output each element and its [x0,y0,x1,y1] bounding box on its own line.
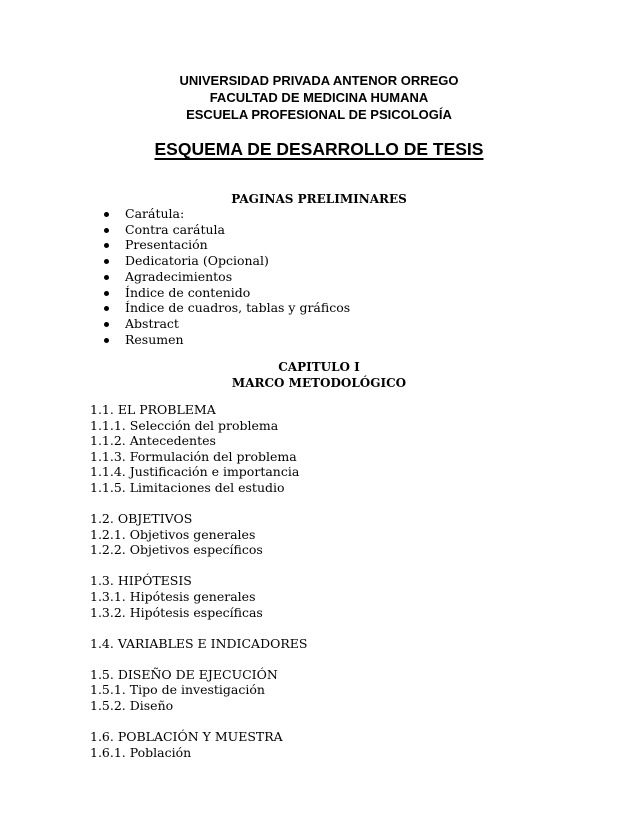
bullet-icon [104,275,109,280]
bullet-icon [104,306,109,311]
outline-subsection: 1.5.1. Tipo de investigación [90,682,265,698]
list-item-text: Índice de contenido [125,284,251,300]
list-item [0,332,350,348]
list-item [0,253,350,269]
outline-subsection: 1.1.3. Formulación del problema [90,448,297,464]
document-title [0,138,638,160]
list-item [0,300,350,316]
list-item-text: Abstract [125,315,179,331]
outline-section-title: 1.2. OBJETIVOS [90,511,193,527]
outline-subsection: 1.1.1. Selección del problema [90,417,279,433]
list-item-text: Carátula: [125,206,185,221]
list-item [0,316,350,332]
list-item-text: Índice de cuadros, tablas y gráficos [125,300,351,316]
list-item [0,269,350,285]
bullet-icon [104,291,109,296]
outline-section [90,573,307,620]
outline-subsection: 1.3.1. Hipótesis generales [90,588,256,604]
outline-subsection: 1.2.2. Objetivos específicos [90,542,263,558]
bullet-icon [104,338,109,343]
list-item [0,285,350,301]
preliminary-pages-list [0,206,350,347]
bullet-icon [104,228,109,233]
chapter-heading [0,359,638,391]
preliminary-pages-heading [0,191,638,207]
list-item-text: Agradecimientos [125,268,233,284]
outline-subsection: 1.6.1. Población [90,744,192,760]
chapter-outline [90,402,307,776]
bullet-icon [104,212,109,217]
outline-section [90,636,307,652]
outline-section [90,402,307,496]
list-item [0,237,350,253]
outline-subsection: 1.1.2. Antecedentes [90,433,216,449]
faculty-name: FACULTAD DE MEDICINA HUMANA [209,90,429,105]
outline-section-title: 1.1. EL PROBLEMA [90,402,216,417]
outline-section-title: 1.3. HIPÓTESIS [90,573,192,589]
outline-section [90,667,307,714]
list-item-text: Presentación [125,237,208,253]
list-item-text: Resumen [125,331,184,347]
institution-header [0,72,638,123]
outline-subsection: 1.1.5. Limitaciones del estudio [90,479,285,495]
list-item-text: Contra carátula [125,221,225,237]
chapter-name: MARCO METODOLÓGICO [231,376,407,390]
document-title-text: ESQUEMA DE DESARROLLO DE TESIS [154,139,484,159]
bullet-icon [104,243,109,248]
list-item [0,206,350,222]
outline-subsection: 1.2.1. Objetivos generales [90,526,256,542]
bullet-icon [104,259,109,264]
outline-subsection: 1.1.4. Justificación e importancia [90,464,300,480]
outline-subsection: 1.5.2. Diseño [90,697,174,713]
outline-section-title: 1.4. VARIABLES E INDICADORES [90,635,308,651]
list-item-text: Dedicatoria (Opcional) [125,253,269,269]
outline-section [90,729,307,760]
outline-subsection: 1.3.2. Hipótesis específicas [90,604,263,620]
school-name: ESCUELA PROFESIONAL DE PSICOLOGÍA [186,107,452,122]
university-name: UNIVERSIDAD PRIVADA ANTENOR ORREGO [179,73,459,88]
preliminary-heading-text: PAGINAS PRELIMINARES [231,192,407,206]
bullet-icon [104,322,109,327]
list-item [0,222,350,238]
outline-section-title: 1.5. DISEÑO DE EJECUCIÓN [90,666,278,682]
chapter-number: CAPITULO I [278,360,360,374]
outline-section-title: 1.6. POBLACIÓN Y MUESTRA [90,729,283,744]
outline-section [90,511,307,558]
